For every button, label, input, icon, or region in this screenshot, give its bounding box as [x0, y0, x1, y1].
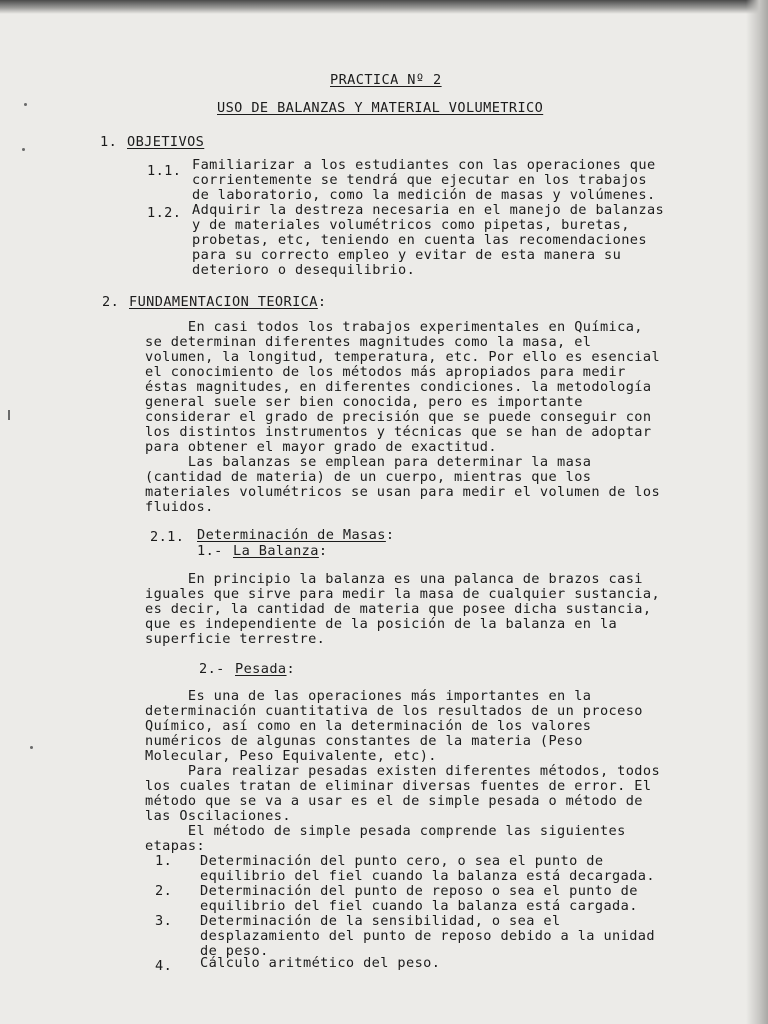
section-1-heading: OBJETIVOS — [127, 134, 205, 150]
paragraph-line: los cuales tratan de eliminar diversas fuentes de error. El — [145, 778, 652, 794]
paragraph-line: Molecular, Peso Equivalente, etc). — [145, 748, 437, 764]
subsection-balanza-number: 1.- — [197, 543, 223, 559]
objective-1-number: 1.1. — [147, 163, 182, 179]
paragraph-line: para obtener el mayor grado de exactitud. — [145, 439, 497, 455]
paragraph-line: volumen, la longitud, temperatura, etc. Por ello es esencial — [145, 349, 661, 365]
subsection-pesada-number: 2.- — [199, 661, 225, 677]
objective-2-line: deterioro o desequilibrio. — [192, 262, 416, 278]
step-line: equilibrio del fiel cuando la balanza está cargada. — [200, 898, 638, 914]
paragraph-line: se determinan diferentes magnitudes como la masa, el — [145, 334, 592, 350]
paragraph-line: considerar el grado de precisión que se puede conseguir con — [145, 409, 652, 425]
scan-speck — [30, 746, 33, 749]
section-2-number: 2. — [102, 294, 120, 310]
step-line: Determinación del punto de reposo o sea el punto de — [200, 883, 638, 899]
paragraph-line: el conocimiento de los métodos más apropiados para medir — [145, 364, 626, 380]
step-line: desplazamiento del punto de reposo debido a la unidad — [200, 928, 655, 944]
subsection-balanza-colon: : — [318, 543, 328, 559]
paragraph-line: (cantidad de materia) de un cuerpo, mientras que los — [145, 469, 592, 485]
section-2-heading-colon: : — [317, 294, 327, 310]
step-number: 1. — [155, 853, 173, 869]
objective-1-line: Familiarizar a los estudiantes con las operaciones que — [192, 157, 656, 173]
subsection-pesada-colon: : — [286, 661, 296, 677]
objective-2-line: Adquirir la destreza necesaria en el manejo de balanzas — [192, 202, 665, 218]
paragraph-line: superficie terrestre. — [145, 631, 326, 647]
step-line: de peso. — [200, 943, 269, 959]
step-line: Determinación del punto cero, o sea el punto de — [200, 853, 604, 869]
subsection-2-1-number: 2.1. — [150, 529, 185, 545]
step-number: 3. — [155, 913, 173, 929]
paragraph-line: los distintos instrumentos y técnicas que se han de adoptar — [145, 424, 652, 440]
step-number: 4. — [155, 958, 173, 974]
objective-1-line: de laboratorio, como la medición de masas y volúmenes. — [192, 187, 656, 203]
paragraph-line: Las balanzas se emplean para determinar la masa — [145, 454, 592, 470]
objective-2-line: probetas, etc, teniendo en cuenta las recomendaciones — [192, 232, 647, 248]
paragraph-line: etapas: — [145, 838, 206, 854]
step-line: Determinación de la sensibilidad, o sea el — [200, 913, 561, 929]
page-subtitle: USO DE BALANZAS Y MATERIAL VOLUMETRICO — [217, 100, 544, 116]
scan-speck — [8, 410, 10, 420]
paragraph-line: numéricos de algunas constantes de la materia (Peso — [145, 733, 583, 749]
paragraph-line: El método de simple pesada comprende las siguientes — [145, 823, 626, 839]
section-2-heading: FUNDAMENTACION TEORICA — [129, 294, 318, 310]
step-number: 2. — [155, 883, 173, 899]
step-line: Cálculo aritmético del peso. — [200, 955, 441, 971]
paragraph-line: Para realizar pesadas existen diferentes métodos, todos — [145, 763, 661, 779]
paragraph-line: las Oscilaciones. — [145, 808, 291, 824]
step-line: equilibrio del fiel cuando la balanza está decargada. — [200, 868, 655, 884]
paragraph-line: éstas magnitudes, en diferentes condiciones. la metodología — [145, 379, 652, 395]
paragraph-line: Es una de las operaciones más importantes en la — [145, 688, 592, 704]
subsection-balanza-heading: La Balanza — [233, 543, 319, 559]
subsection-pesada-heading-row — [235, 662, 295, 677]
paragraph-line: iguales que sirve para medir la masa de cualquier sustancia, — [145, 586, 661, 602]
objective-2-line: para su correcto empleo y evitar de esta manera su — [192, 247, 622, 263]
objective-2-line: y de materiales volumétricos como pipetas, buretas, — [192, 217, 630, 233]
paragraph-line: En casi todos los trabajos experimentales en Química, — [145, 319, 643, 335]
section-1-number: 1. — [100, 134, 118, 150]
subsection-balanza-heading-row — [233, 544, 327, 559]
objective-1-line: corrientemente se tendrá que ejecutar en los trabajos — [192, 172, 647, 188]
subsection-2-1-heading-row — [197, 528, 394, 543]
subsection-pesada-heading: Pesada — [235, 661, 287, 677]
scan-speck — [22, 148, 25, 151]
paragraph-line: general suele ser bien conocida, pero es importante — [145, 394, 583, 410]
paragraph-line: Químico, así como en la determinación de los valores — [145, 718, 592, 734]
paragraph-line: fluidos. — [145, 499, 214, 515]
objective-2-number: 1.2. — [147, 205, 182, 221]
subsection-2-1-colon: : — [385, 527, 395, 543]
paragraph-line: En principio la balanza es una palanca de brazos casi — [145, 571, 643, 587]
paragraph-line: método que se va a usar es el de simple pesada o método de — [145, 793, 643, 809]
subsection-2-1-heading: Determinación de Masas — [197, 527, 386, 543]
paragraph-line: materiales volumétricos se usan para medir el volumen de los — [145, 484, 661, 500]
paragraph-line: que es independiente de la posición de la balanza en la — [145, 616, 618, 632]
paragraph-line: es decir, la cantidad de materia que posee dicha sustancia, — [145, 601, 652, 617]
page-title: PRACTICA Nº 2 — [330, 72, 442, 88]
paragraph-line: determinación cuantitativa de los resultados de un proceso — [145, 703, 643, 719]
scan-speck — [24, 103, 27, 106]
section-2-heading-row — [129, 295, 326, 310]
